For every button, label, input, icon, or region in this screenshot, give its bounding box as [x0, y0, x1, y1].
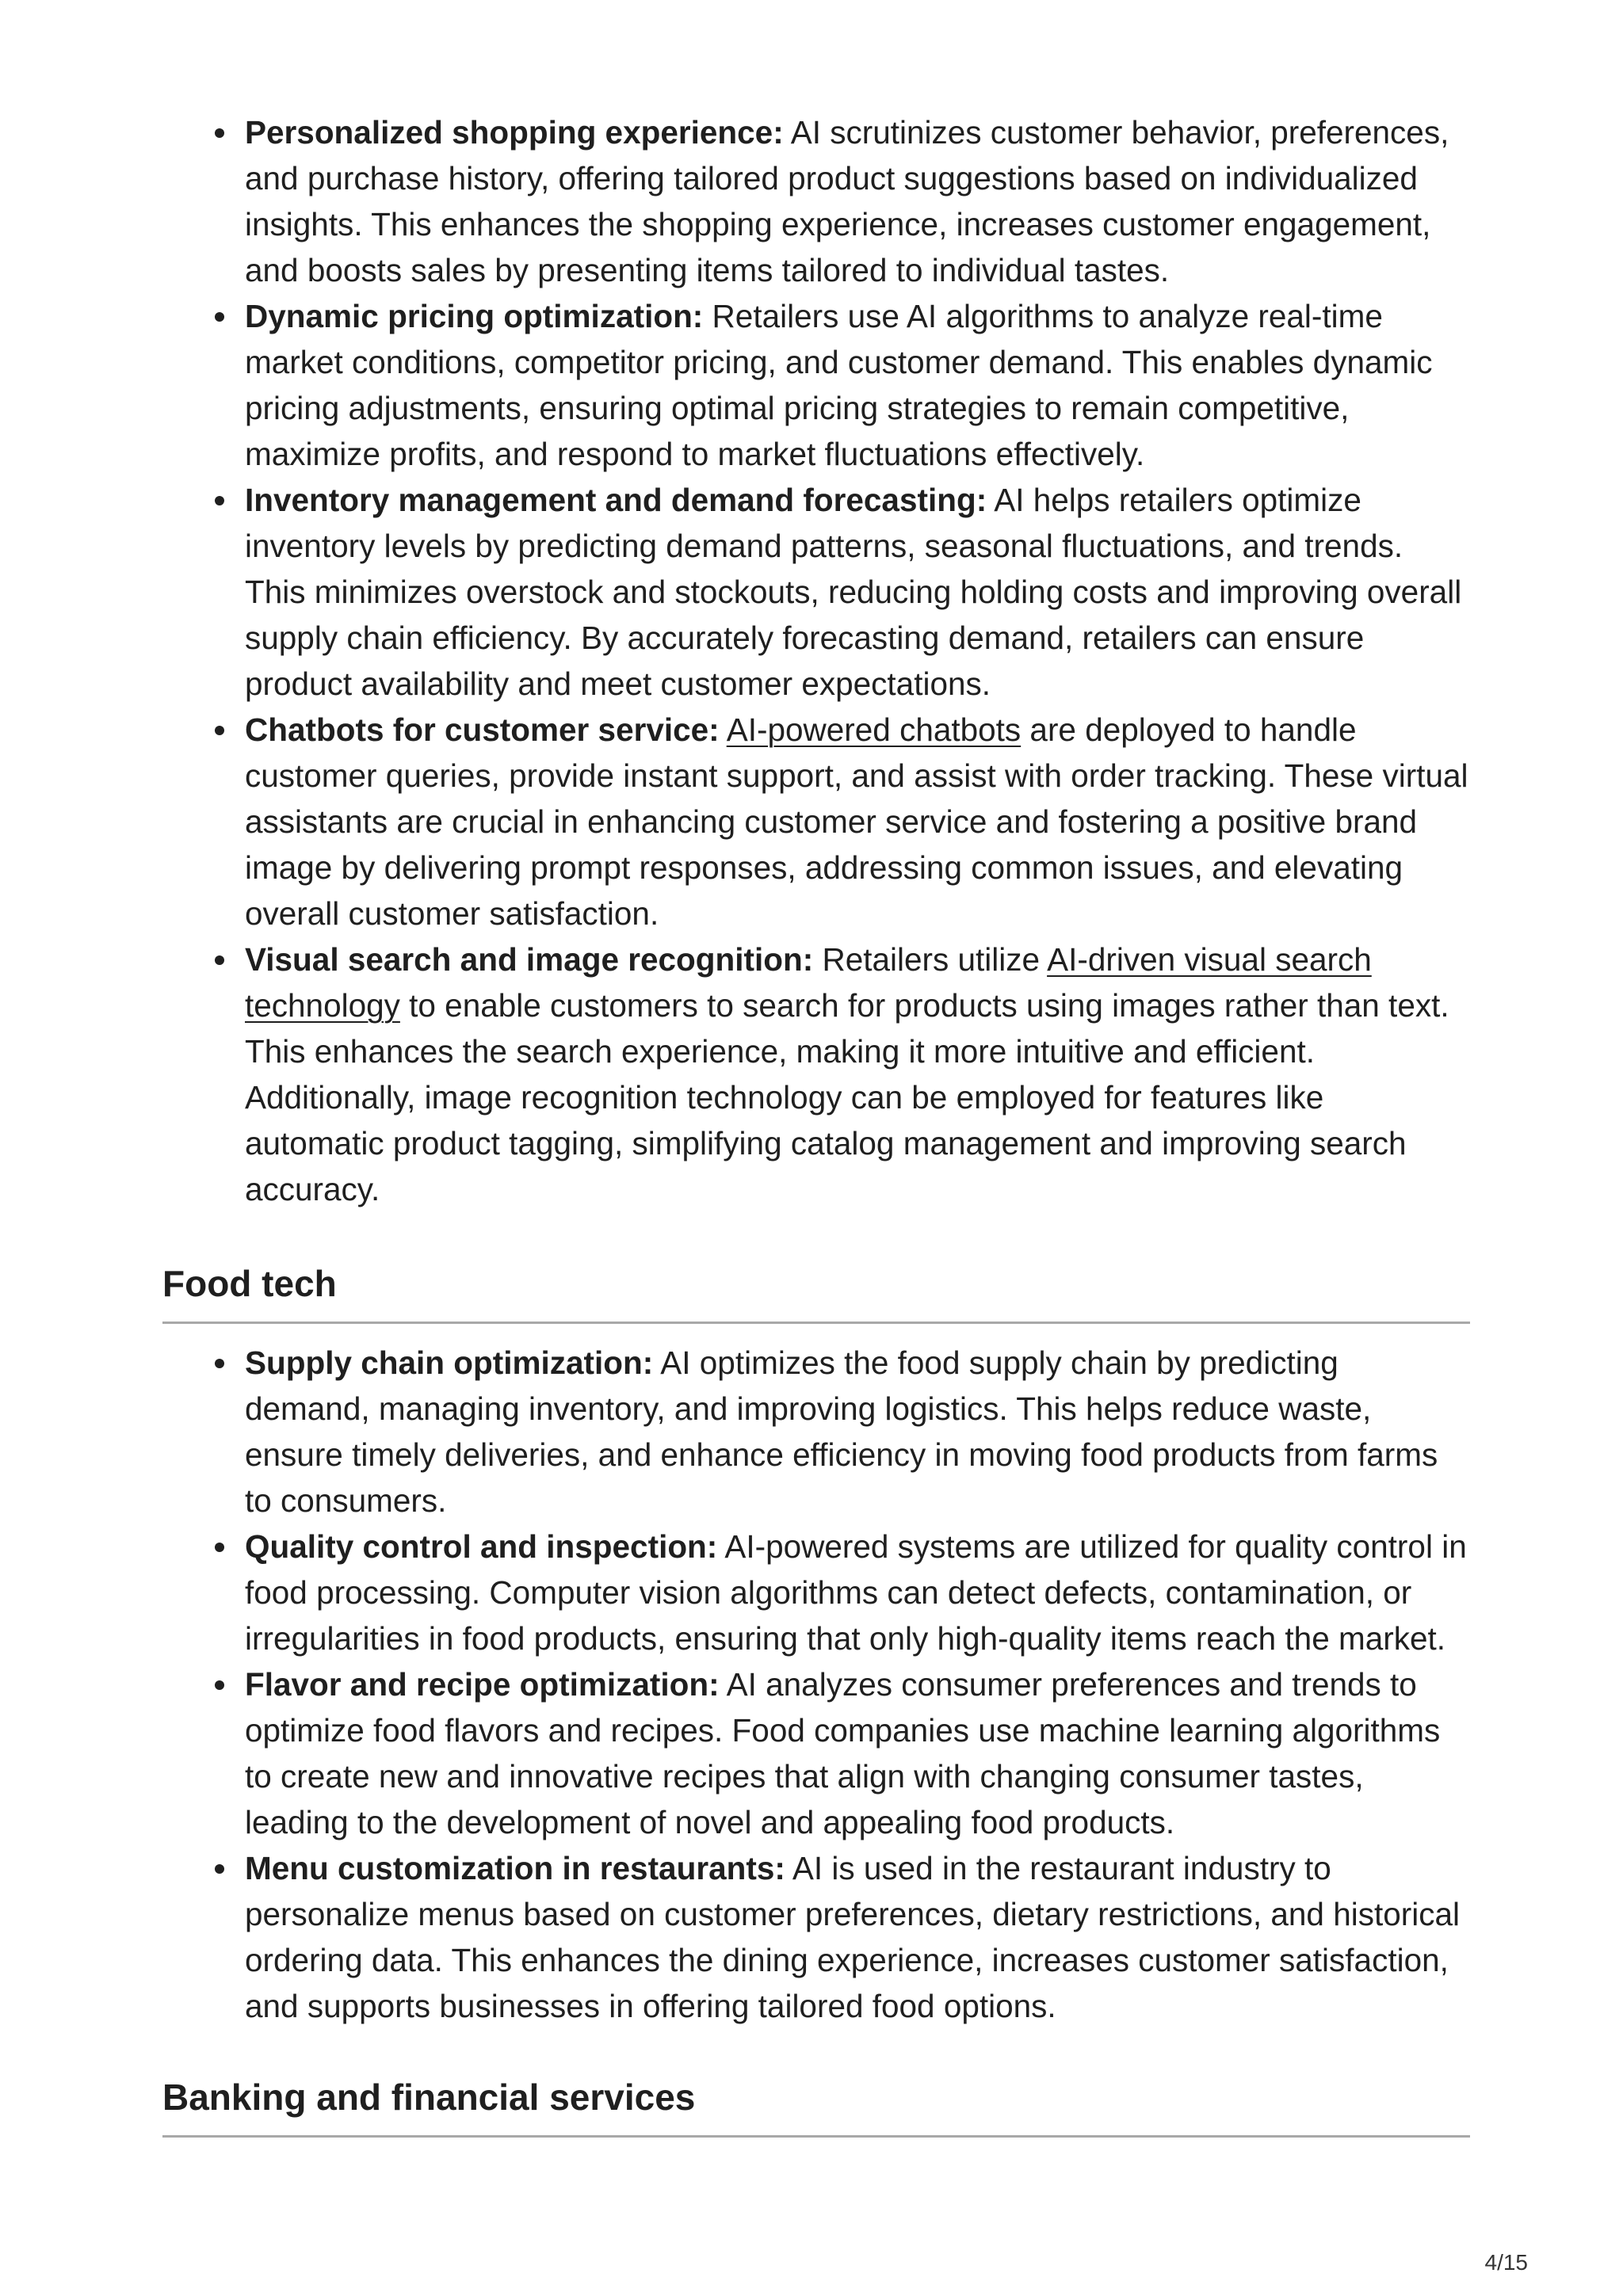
list-item: [245, 109, 1470, 293]
item-title: Dynamic pricing optimization:: [245, 298, 704, 334]
item-title: Flavor and recipe optimization:: [245, 1666, 720, 1703]
section-heading-banking: Banking and financial services: [162, 2075, 1470, 2138]
retail-list: [162, 109, 1470, 1212]
item-title: Visual search and image recognition:: [245, 941, 814, 978]
item-title: Quality control and inspection:: [245, 1528, 718, 1565]
list-item: [245, 293, 1470, 477]
item-pre-text: Retailers utilize: [813, 941, 1048, 978]
item-title: Chatbots for customer service:: [245, 711, 720, 748]
item-title: Menu customization in restaurants:: [245, 1850, 785, 1886]
item-text: AI analyzes consumer preferences and trends to optimize food flavors and recipes. Food companies use machine learning algorithms to create new and innovative recipes that align with changing consumer tastes, leading to the development of novel and appealing food products.: [245, 1666, 1441, 1840]
item-text: to enable customers to search for products using images rather than text. This enhances the search experience, making it more intuitive and efficient. Additionally, image recognition technology can be employed for features like automatic product tagging, simplifying catalog management and improving search accuracy.: [245, 987, 1449, 1207]
list-item: [245, 477, 1470, 707]
item-text: AI is used in the restaurant industry to personalize menus based on customer preferences, dietary restrictions, and historical ordering data. This enhances the dining experience, increases customer satisfaction, and supports businesses in offering tailored food options.: [245, 1850, 1461, 2024]
list-item: [245, 1845, 1470, 2029]
item-text: AI scrutinizes customer behavior, preferences, and purchase history, offering tailored product suggestions based on individualized insights. This enhances the shopping experience, increases customer engagement, and boosts sales by presenting items tailored to individual tastes.: [245, 114, 1449, 288]
list-item: [245, 1340, 1470, 1524]
food-tech-list: [162, 1340, 1470, 2029]
item-text: AI-powered systems are utilized for quality control in food processing. Computer vision algorithms can detect defects, contamination, or irregularities in food products, ensuring that only high-quality items reach the market.: [245, 1528, 1467, 1657]
list-item: [245, 1661, 1470, 1845]
ai-driven-visual-search-link[interactable]: AI-driven visual search technology: [245, 941, 1372, 1024]
document-page: [162, 109, 1470, 2138]
page-number: 4/15: [1484, 2250, 1528, 2275]
item-pre-text: [720, 711, 727, 748]
item-text: AI optimizes the food supply chain by predicting demand, managing inventory, and improving logistics. This helps reduce waste, ensure timely deliveries, and enhance efficiency in moving food products from farms to consumers.: [245, 1344, 1438, 1519]
item-text: Retailers use AI algorithms to analyze real-time market conditions, competitor pricing, and customer demand. This enables dynamic pricing adjustments, ensuring optimal pricing strategies to remain competitive, maximize profits, and respond to market fluctuations effectively.: [245, 298, 1433, 472]
list-item: [245, 936, 1470, 1212]
item-title: Personalized shopping experience:: [245, 114, 784, 151]
section-heading-food-tech: Food tech: [162, 1261, 1470, 1324]
list-item: [245, 1524, 1470, 1661]
item-text: AI helps retailers optimize inventory levels by predicting demand patterns, seasonal fluctuations, and trends. This minimizes overstock and stockouts, reducing holding costs and improving overall supply chain efficiency. By accurately forecasting demand, retailers can ensure product availability and meet customer expectations.: [245, 482, 1462, 702]
item-title: Supply chain optimization:: [245, 1344, 654, 1381]
list-item: [245, 707, 1470, 936]
item-title: Inventory management and demand forecasting:: [245, 482, 987, 518]
item-text: are deployed to handle customer queries, provide instant support, and assist with order tracking. These virtual assistants are crucial in enhancing customer service and fostering a positive brand image by delivering prompt responses, addressing common issues, and elevating overall customer satisfaction.: [245, 711, 1468, 932]
ai-powered-chatbots-link[interactable]: AI-powered chatbots: [726, 711, 1022, 748]
